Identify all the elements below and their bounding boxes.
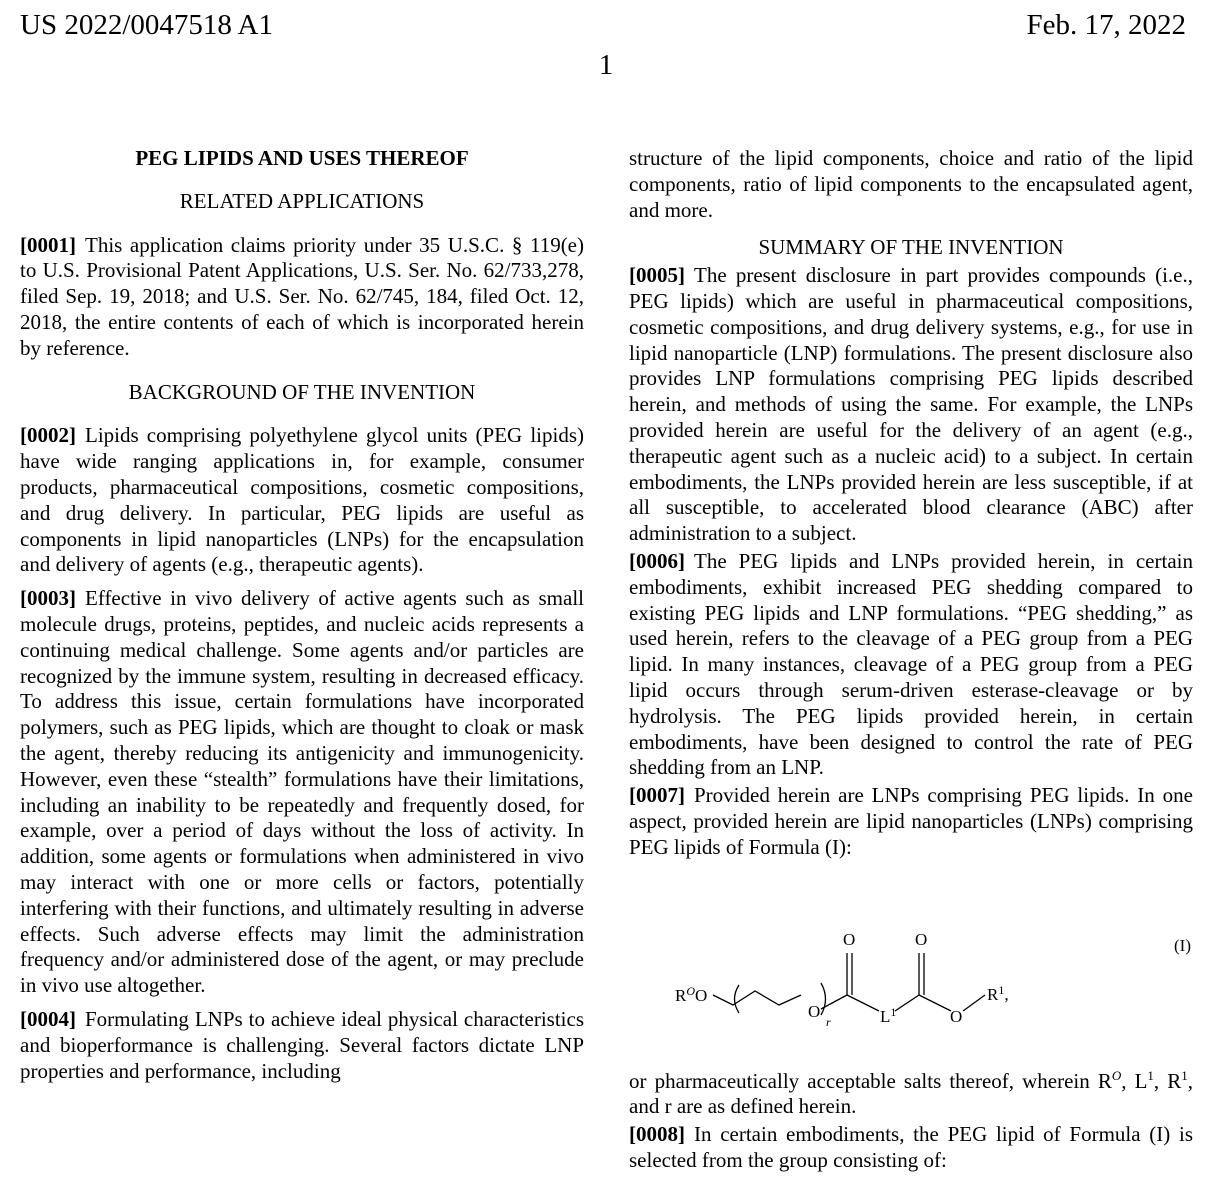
paragraph-0004-continued: structure of the lipid components, choice and ratio of the lipid components, ratio of lipid components to the encapsulated agent, and more. [629,146,1193,222]
text-part: or pharmaceutically acceptable salts thereof, wherein R [629,1068,1112,1093]
paragraph-0004 [20,1007,584,1084]
paragraph-0006 [629,549,1193,781]
paragraph-number: [0005] [629,263,685,288]
chain-oxygen: O [808,1001,821,1021]
paragraph-number: [0004] [20,1006,76,1031]
patent-title: PEG LIPIDS AND USES THEREOF [135,146,469,170]
formula-i-block [629,869,1193,1069]
paragraph-text: The PEG lipids and LNPs provided herein, in certain embodiments, exhibit increased PEG shedding compared to existing PEG lipids and LNP formulations. “PEG shedding,” as used herein, refers to the cleavage of a PEG group from a PEG lipid. In many instances, cleavage of a PEG group from a PEG lipid occurs through serum-driven esterase-cleavage or by hydrolysis. The PEG lipids provided herein, in certain embodiments, have been designed to control the rate of PEG shedding from an LNP. [629,548,1193,780]
r1-superscript-inline: 1 [1181,1067,1188,1083]
ro-oxygen: O [695,985,708,1005]
carbonyl-oxygen-2: O [915,929,928,949]
paragraph-text: Effective in vivo delivery of active agents such as small molecule drugs, proteins, peptides, and nucleic acids represents a continuing medical challenge. Some agents and/or particles are recognized by the immune system, resulting in decreased efficacy. To address this issue, certain formulations have incorporated polymers, such as PEG lipids, which are thought to cloak or mask the agent, thereby reducing its antigenicity and immunogenicity. However, even these “stealth” formulations have their limitations, including an inability to be repeatedly and frequently dosed, for example, over a period of days without the loss of activity. In addition, some agents or formulations when administered in vivo may interact with one or more cells or factors, potentially interfering with their functions, and ultimately resulting in adverse effects. Such adverse effects may limit the administration frequency and/or administered dose of the agent, or may preclude in vivo use altogether. [20,586,584,998]
paragraph-0007 [629,783,1193,860]
paragraph-text: Formulating LNPs to achieve ideal physical characteristics and bioperformance is challenging. Several factors dictate LNP properties and performance, including [20,1006,584,1083]
paragraph-0001 [20,233,584,362]
text-part: L [1134,1068,1148,1093]
carbonyl-oxygen-1: O [843,929,856,949]
l-superscript-inline: 1 [1147,1067,1154,1083]
paragraph-text: The present disclosure in part provides compounds (i.e., PEG lipids) which are useful in pharmaceutical compositions, cosmetic compositions, and drug delivery systems, e.g., for use in lipid nanoparticle (LNP) formulations. The present disclosure also provides LNP formulations comprising PEG lipids described herein, and methods of using the same. For example, the LNPs provided herein are useful for the delivery of an agent (e.g., therapeutic agent such as a nucleic acid) to a subject. In certain embodiments, the LNPs provided herein are less susceptible, if at all susceptible, to accelerated blood clearance (ABC) after administration to a subject. [629,263,1193,546]
ester-oxygen: O [950,1006,963,1026]
carbonyl-to-o-bond [919,995,951,1011]
l-letter: L [880,1006,891,1026]
o-to-r1-bond [963,995,985,1011]
text-part: , [1121,1068,1127,1093]
left-column [20,146,584,1092]
publication-number: US 2022/0047518 A1 [20,9,273,41]
paragraph-number: [0002] [20,423,76,448]
paragraph-text: This application claims priority under 35 U.S.C. § 119(e) to U.S. Provisional Patent Applications, U.S. Ser. No. 62/733,278, filed Sep. 19, 2018; and U.S. Ser. No. 62/745, 184, filed Oct. 12, 2018, the entire contents of each of which is incorporated herein by reference. [20,232,584,360]
paragraph-number: [0003] [20,586,76,611]
heading-related-applications: RELATED APPLICATIONS [179,188,425,213]
carbonyl-to-l-bond [847,995,879,1011]
l-superscript: 1 [890,1004,897,1019]
r1-suffix: , [1004,984,1009,1004]
paragraph-0002 [20,423,584,578]
open-bracket [735,985,740,1013]
r1-group-label [987,983,1009,1004]
paragraph-text: Lipids comprising polyethylene glycol units (PEG lipids) have wide ranging applications in, for example, consumer products, pharmaceutical compositions, cosmetic compositions, and drug delivery. In particular, PEG lipids are useful as components in lipid nanoparticles (LNPs) for the encapsulation and delivery of agents (e.g., therapeutic agents). [20,423,584,577]
paragraph-text: In certain embodiments, the PEG lipid of Formula (I) is selected from the group consisting of: [629,1122,1193,1172]
r1-superscript: 1 [998,982,1005,997]
heading-background: BACKGROUND OF THE INVENTION [128,379,476,404]
linker-l1 [880,1005,896,1026]
ro-letter: R [675,985,687,1005]
paragraph-0008 [629,1122,1193,1174]
r1-letter: R [987,984,999,1004]
page-number: 1 [598,49,614,81]
text-part: , and r are as defined herein. [629,1068,1194,1119]
text-part: , R [1153,1068,1182,1093]
paragraph-text: Provided herein are LNPs comprising PEG lipids. In one aspect, provided herein are lipid nanoparticles (LNPs) comprising PEG lipids of Formula (I): [629,783,1193,859]
ro-superscript: O [686,983,696,998]
close-bracket [821,983,826,1015]
paragraph-0003 [20,586,584,999]
peg-chain-bonds [713,991,801,1005]
paragraph-number: [0007] [629,783,685,808]
paragraph-number: [0006] [629,548,685,573]
ro-group-label [675,984,707,1005]
heading-summary: SUMMARY OF THE INVENTION [758,235,1064,260]
paragraph-after-formula [629,1069,1193,1121]
paragraph-number: [0001] [20,232,76,257]
chemical-structure-formula-i [629,929,1193,1039]
right-column [629,146,1193,1176]
l-to-carbonyl-bond [895,995,919,1011]
repeat-subscript-r: r [826,1014,831,1029]
paragraph-0005 [629,263,1193,547]
publication-date: Feb. 17, 2022 [1026,9,1186,41]
paragraph-number: [0008] [629,1122,685,1147]
formula-label: (I) [1174,935,1191,955]
ro-superscript-inline: O [1111,1067,1122,1083]
